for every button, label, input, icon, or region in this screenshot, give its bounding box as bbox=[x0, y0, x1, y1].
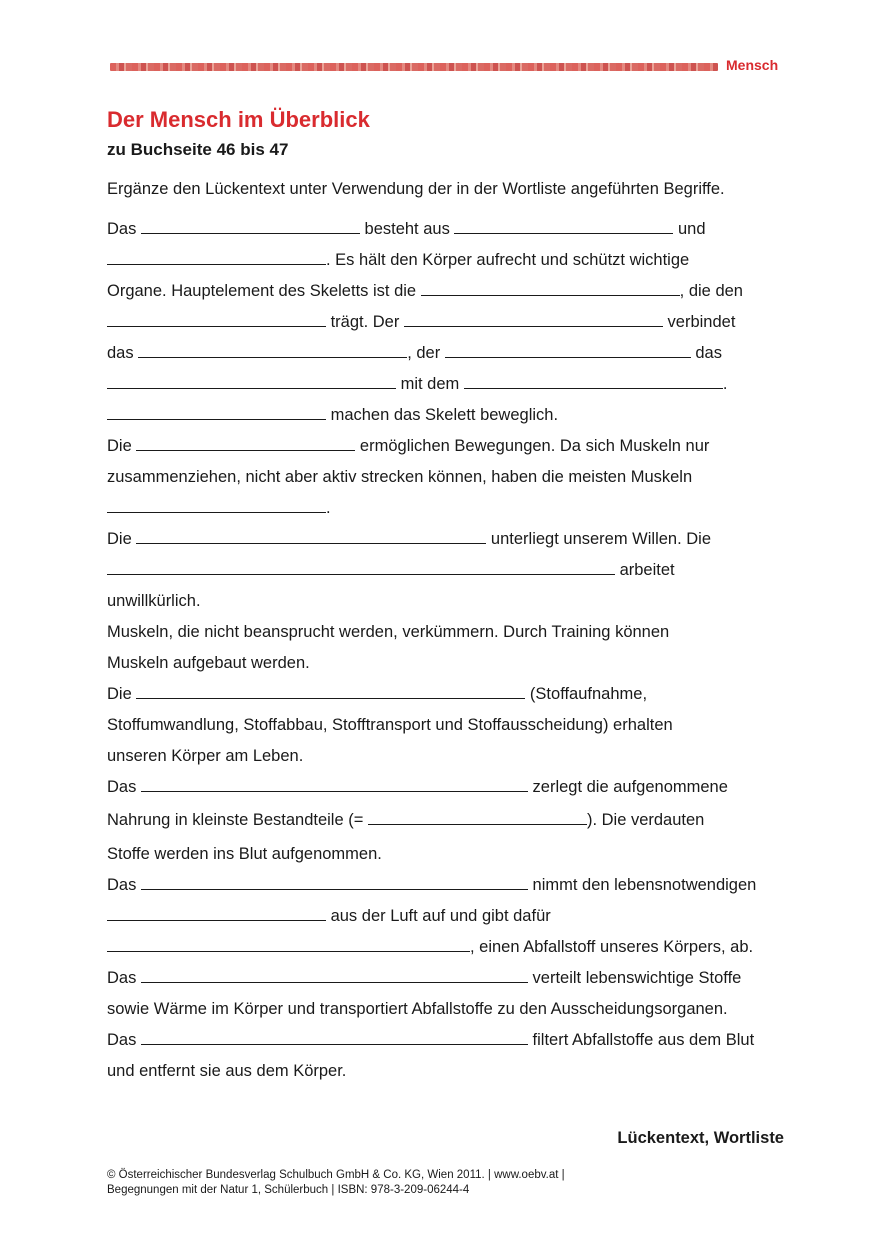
text-line-4: trägt. Der verbindet bbox=[107, 312, 735, 332]
text-line-16: Die (Stoffaufnahme, bbox=[107, 685, 648, 703]
blank-field[interactable] bbox=[107, 560, 615, 575]
text-line-12: arbeitet bbox=[107, 560, 675, 580]
blank-field[interactable] bbox=[107, 498, 326, 513]
blank-field[interactable] bbox=[107, 312, 326, 327]
text-line-7: machen das Skelett beweglich. bbox=[107, 405, 558, 425]
blank-field[interactable] bbox=[136, 684, 525, 699]
text-line-24: , einen Abfallstoff unseres Körpers, ab. bbox=[107, 937, 753, 957]
text-line-8: Die ermöglichen Bewegungen. Da sich Muskeln nur bbox=[107, 437, 710, 455]
text-line-9: zusammenziehen, nicht aber aktiv strecken können, haben die meisten Muskeln bbox=[107, 468, 693, 486]
blank-field[interactable] bbox=[107, 374, 396, 389]
blank-field[interactable] bbox=[141, 1030, 528, 1045]
blank-field[interactable] bbox=[141, 777, 528, 792]
blank-field[interactable] bbox=[107, 906, 326, 921]
blank-field[interactable] bbox=[421, 281, 680, 296]
text-line-2: . Es hält den Körper aufrecht und schützt wichtige bbox=[107, 250, 689, 270]
text-line-27: Das filtert Abfallstoffe aus dem Blut bbox=[107, 1031, 755, 1049]
blank-field[interactable] bbox=[445, 343, 691, 358]
text-line-21: Stoffe werden ins Blut aufgenommen. bbox=[107, 845, 382, 863]
text-line-1: Das besteht aus und bbox=[107, 220, 706, 238]
text-line-19: Das zerlegt die aufgenommene bbox=[107, 778, 728, 796]
blank-field[interactable] bbox=[136, 529, 486, 544]
text-line-15: Muskeln aufgebaut werden. bbox=[107, 654, 310, 672]
blank-field[interactable] bbox=[404, 312, 663, 327]
text-line-20: Nahrung in kleinste Bestandteile (= ). Die verdauten bbox=[107, 811, 705, 829]
text-line-28: und entfernt sie aus dem Körper. bbox=[107, 1062, 347, 1080]
text-line-5: das , der das bbox=[107, 344, 722, 362]
text-line-10: . bbox=[107, 498, 331, 518]
blank-field[interactable] bbox=[138, 343, 407, 358]
text-line-23: aus der Luft auf und gibt dafür bbox=[107, 906, 551, 926]
blank-field[interactable] bbox=[107, 250, 326, 265]
blank-field[interactable] bbox=[368, 810, 587, 825]
blank-field[interactable] bbox=[141, 875, 528, 890]
page-title: Der Mensch im Überblick bbox=[107, 107, 370, 132]
instruction-text: Ergänze den Lückentext unter Verwendung der in der Wortliste angeführten Begriffe. bbox=[107, 180, 725, 198]
copyright-notice bbox=[107, 1168, 565, 1198]
blank-field[interactable] bbox=[136, 436, 355, 451]
page-subtitle: zu Buchseite 46 bis 47 bbox=[107, 140, 289, 159]
blank-field[interactable] bbox=[454, 219, 673, 234]
text-line-13: unwillkürlich. bbox=[107, 592, 201, 610]
footer-label: Lückentext, Wortliste bbox=[617, 1129, 784, 1147]
text-line-26: sowie Wärme im Körper und transportiert Abfallstoffe zu den Ausscheidungsorganen. bbox=[107, 1000, 728, 1018]
blank-field[interactable] bbox=[141, 219, 360, 234]
text-line-25: Das verteilt lebenswichtige Stoffe bbox=[107, 969, 742, 987]
text-line-6: mit dem . bbox=[107, 374, 727, 394]
copyright-line-1: © Österreichischer Bundesverlag Schulbuch GmbH & Co. KG, Wien 2011. | www.oebv.at | bbox=[107, 1169, 565, 1181]
copyright-line-2: Begegnungen mit der Natur 1, Schülerbuch | ISBN: 978-3-209-06244-4 bbox=[107, 1184, 470, 1196]
blank-field[interactable] bbox=[107, 937, 470, 952]
text-line-18: unseren Körper am Leben. bbox=[107, 747, 304, 765]
blank-field[interactable] bbox=[107, 405, 326, 420]
header-decorative-stripe bbox=[110, 63, 718, 71]
text-line-11: Die unterliegt unserem Willen. Die bbox=[107, 530, 712, 548]
section-tag: Mensch bbox=[726, 57, 779, 73]
text-line-14: Muskeln, die nicht beansprucht werden, verkümmern. Durch Training können bbox=[107, 623, 670, 641]
text-line-17: Stoffumwandlung, Stoffabbau, Stofftransport und Stoffausscheidung) erhalten bbox=[107, 716, 673, 734]
blank-field[interactable] bbox=[464, 374, 723, 389]
text-line-22: Das nimmt den lebensnotwendigen bbox=[107, 876, 757, 894]
text-line-3: Organe. Hauptelement des Skeletts ist die , die den bbox=[107, 282, 743, 300]
blank-field[interactable] bbox=[141, 968, 528, 983]
